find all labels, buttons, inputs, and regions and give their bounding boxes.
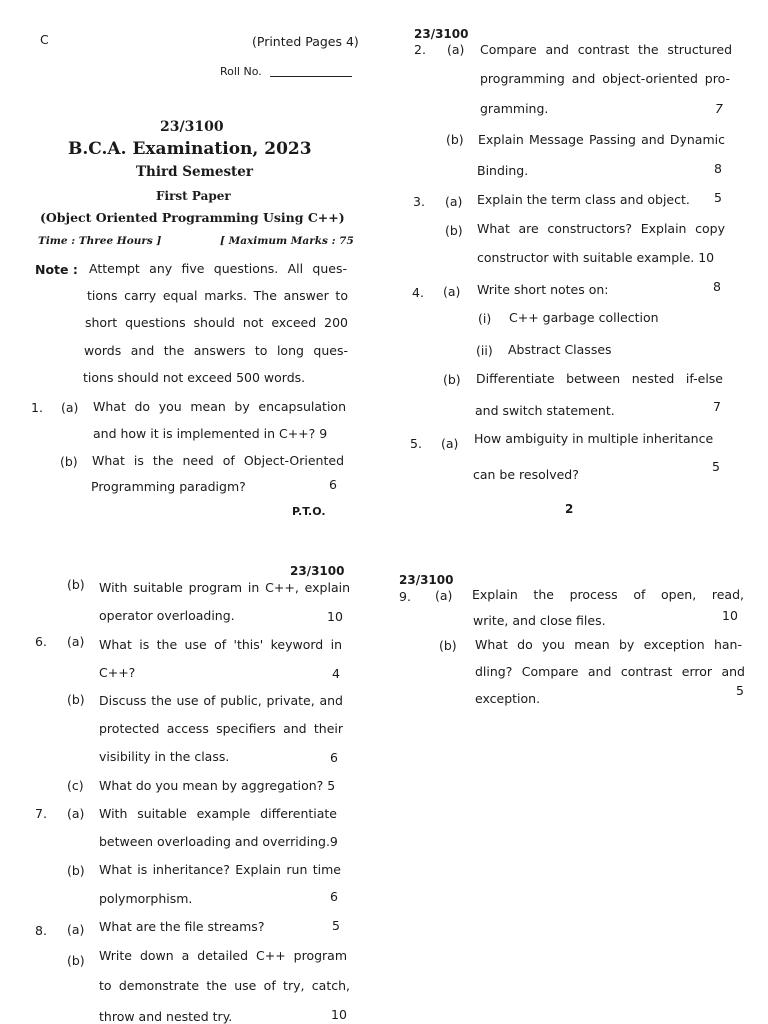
marks: 5 [714, 190, 722, 205]
part-label: (a) [67, 922, 85, 937]
question-text: What do you mean by encapsulation [93, 399, 346, 414]
part-label: (b) [439, 638, 457, 653]
question-text: Programming paradigm? [91, 479, 246, 494]
time: Time : Three Hours ] [38, 235, 162, 247]
marks: 6 [330, 750, 338, 765]
question-text: can be resolved? [473, 467, 579, 482]
question-text: Write down a detailed C++ program [99, 948, 347, 963]
question-text: What is the use of 'this' keyword in [99, 637, 342, 652]
question-text: How ambiguity in multiple inheritance [474, 431, 714, 446]
marks: 10 [327, 609, 343, 624]
max-marks: [ Maximum Marks : 75 [220, 235, 354, 247]
part-label: (a) [445, 194, 463, 209]
question-text: write, and close files. [473, 613, 606, 628]
page-2 [384, 0, 768, 530]
exam-title: B.C.A. Examination, 2023 [68, 139, 312, 159]
marks: 4 [332, 666, 340, 681]
question-text: protected access specifiers and their [99, 721, 343, 736]
part-label: (a) [435, 588, 453, 603]
question-text: What is inheritance? Explain run time [99, 862, 341, 877]
question-text: between overloading and overriding.9 [99, 834, 338, 849]
subject: (Object Oriented Programming Using C++) [40, 210, 345, 225]
question-text: Explain Message Passing and Dynamic [478, 132, 725, 147]
question-text: throw and nested try. [99, 1009, 233, 1024]
note-line: short questions should not exceed 200 [85, 315, 348, 330]
pto: P.T.O. [292, 505, 326, 518]
question-text: visibility in the class. [99, 749, 230, 764]
page-1 [0, 0, 384, 530]
marks: 5 [712, 459, 720, 474]
part-label: (b) [445, 223, 463, 238]
roll-no-label: Roll No. [220, 65, 262, 78]
sub-label: (i) [478, 311, 492, 326]
paper-code: 23/3100 [399, 573, 454, 587]
part-label: (b) [446, 132, 464, 147]
question-text: With suitable program in C++, explain [99, 580, 350, 595]
note-line: tions carry equal marks. The answer to [87, 288, 348, 303]
question-text: Write short notes on: [477, 282, 609, 297]
question-number: 5. [410, 436, 422, 451]
part-label: (c) [67, 778, 84, 793]
marks: 7 [715, 101, 723, 116]
sub-label: (ii) [476, 343, 493, 358]
marks: 10 [331, 1007, 347, 1022]
part-label: (a) [67, 634, 85, 649]
question-number: 3. [413, 194, 425, 209]
paper-number: First Paper [156, 189, 231, 203]
question-text: Discuss the use of public, private, and [99, 693, 343, 708]
marks: 8 [714, 161, 722, 176]
roll-no-line [270, 76, 352, 77]
part-label: (b) [443, 372, 461, 387]
note-line: Attempt any five questions. All ques- [89, 261, 347, 276]
part-label: (b) [60, 454, 78, 469]
question-text: Compare and contrast the structured [480, 42, 732, 57]
page-4 [384, 530, 768, 1024]
question-text: What are constructors? Explain copy [477, 221, 725, 236]
question-text: operator overloading. [99, 608, 235, 623]
part-label: (a) [441, 436, 459, 451]
marks: 5 [332, 918, 340, 933]
note-line: tions should not exceed 500 words. [83, 370, 306, 385]
question-text: dling? Compare and contrast error and [475, 664, 745, 679]
corner-mark: C [40, 32, 49, 47]
question-text: to demonstrate the use of try, catch, [99, 978, 350, 993]
marks: 8 [713, 279, 721, 294]
question-text: and switch statement. [475, 403, 615, 418]
question-text: What do you mean by aggregation? 5 [99, 778, 336, 793]
note-label: Note : [35, 262, 78, 277]
question-text: What are the file streams? [99, 919, 265, 934]
question-text: C++ garbage collection [509, 310, 659, 325]
question-text: Differentiate between nested if-else [476, 371, 723, 386]
part-label: (a) [443, 284, 461, 299]
question-text: polymorphism. [99, 891, 193, 906]
semester: Third Semester [136, 164, 253, 180]
part-label: (b) [67, 577, 85, 592]
marks: 10 [722, 608, 738, 623]
part-label: (b) [67, 953, 85, 968]
question-number: 6. [35, 634, 47, 649]
page-3 [0, 530, 384, 1024]
question-number: 2. [414, 42, 426, 57]
question-text: What is the need of Object-Oriented [92, 453, 344, 468]
page-number: 2 [565, 502, 574, 516]
part-label: (b) [67, 692, 85, 707]
question-text: programming and object-oriented pro- [480, 71, 730, 86]
marks: 6 [330, 889, 338, 904]
question-text: gramming. [480, 101, 549, 116]
part-label: (a) [67, 806, 85, 821]
marks: 6 [329, 477, 337, 492]
note-line: words and the answers to long ques- [84, 343, 348, 358]
question-text: exception. [475, 691, 541, 706]
part-label: (a) [447, 42, 465, 57]
question-text: Abstract Classes [508, 342, 612, 357]
paper-code: 23/3100 [414, 27, 469, 41]
question-number: 1. [31, 400, 43, 415]
question-text: Binding. [477, 163, 529, 178]
question-number: 4. [412, 285, 424, 300]
marks: 5 [736, 683, 744, 698]
question-text: and how it is implemented in C++? 9 [93, 426, 328, 441]
question-text: What do you mean by exception han- [475, 637, 742, 652]
printed-pages: (Printed Pages 4) [252, 34, 359, 49]
question-number: 9. [399, 589, 411, 604]
question-number: 7. [35, 806, 47, 821]
part-label: (b) [67, 863, 85, 878]
paper-code: 23/3100 [290, 564, 345, 578]
question-text: Explain the term class and object. [477, 192, 690, 207]
question-text: constructor with suitable example. 10 [477, 250, 715, 265]
question-number: 8. [35, 923, 47, 938]
question-text: Explain the process of open, read, [472, 587, 744, 602]
part-label: (a) [61, 400, 79, 415]
paper-code: 23/3100 [160, 119, 224, 135]
question-text: With suitable example differentiate [99, 806, 337, 821]
marks: 7 [713, 399, 721, 414]
question-text: C++? [99, 665, 136, 680]
